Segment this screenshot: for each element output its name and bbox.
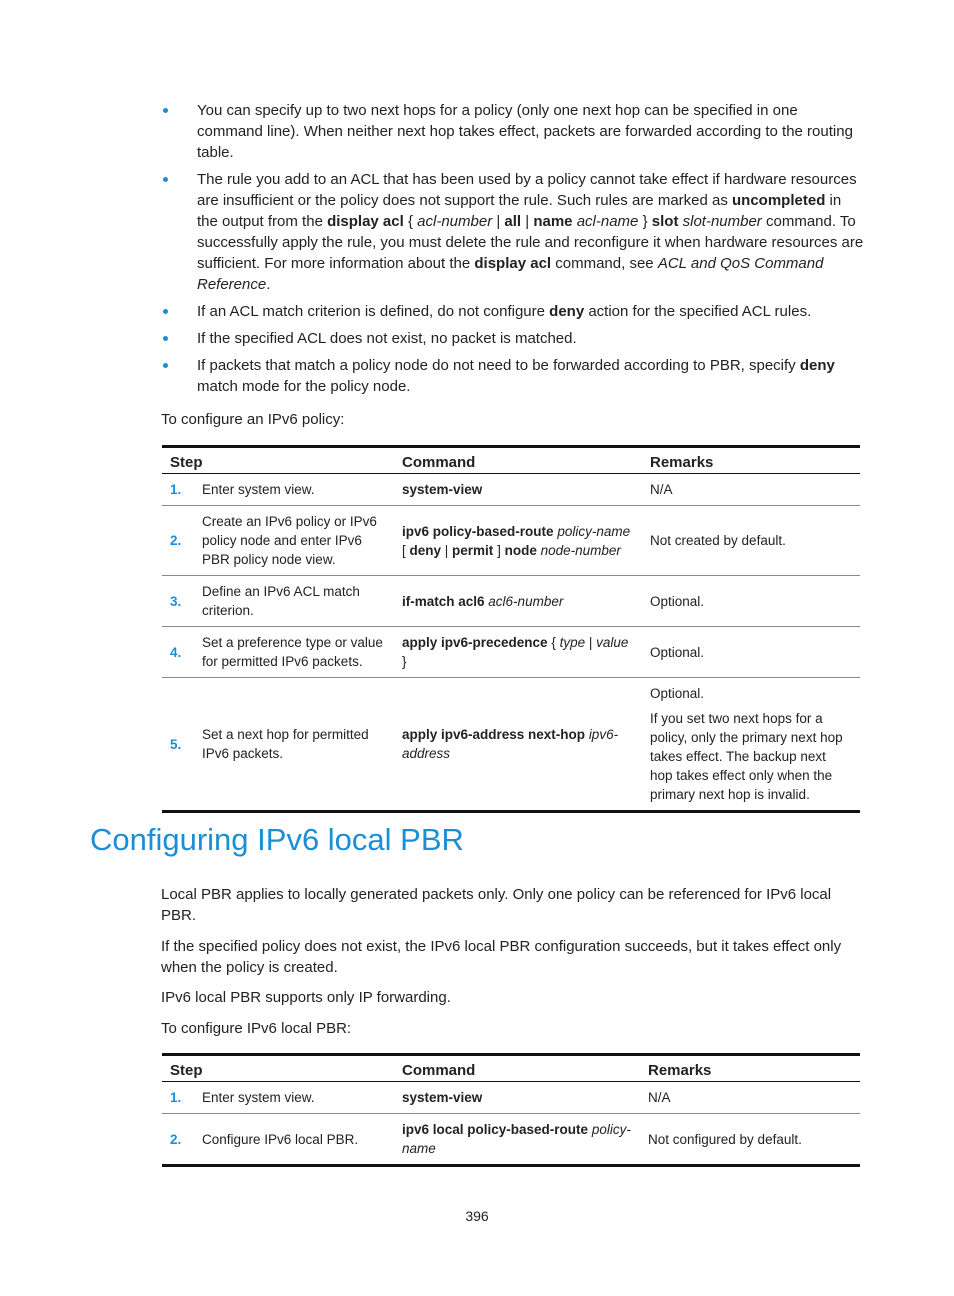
ipv6-policy-table xyxy=(162,445,860,813)
text-run: | xyxy=(521,213,534,230)
remarks-cell xyxy=(642,474,860,506)
page-number: 396 xyxy=(465,1208,489,1224)
remarks-cell xyxy=(642,506,860,576)
bold-text: system-view xyxy=(402,1090,483,1105)
table-row xyxy=(162,506,860,576)
text-run: | xyxy=(585,635,597,650)
bold-text: display acl xyxy=(327,213,404,230)
italic-text: slot-number xyxy=(682,213,762,230)
command-cell xyxy=(394,678,642,812)
table-row xyxy=(162,474,860,506)
step-description: Enter system view. xyxy=(194,1082,394,1114)
step-description: Define an IPv6 ACL match criterion. xyxy=(194,576,394,627)
bold-text: deny xyxy=(799,357,835,374)
italic-text: ACL and QoS Command Reference xyxy=(197,255,824,293)
step-number: 4. xyxy=(162,627,194,678)
step-description: Enter system view. xyxy=(194,474,394,506)
command-cell xyxy=(394,1114,640,1166)
bold-text: ipv6 local policy-based-route xyxy=(402,1122,589,1137)
remark-text: Optional. xyxy=(650,644,705,660)
remarks-cell xyxy=(640,1082,860,1114)
text-run: { xyxy=(403,213,418,230)
table-row xyxy=(162,1082,860,1114)
text-run: If the specified ACL does not exist, no packet is matched. xyxy=(197,330,577,347)
header-command: Command xyxy=(394,1055,640,1082)
step-number: 1. xyxy=(162,1082,194,1114)
bold-text: ipv6 policy-based-route xyxy=(402,523,554,539)
bold-text: display acl xyxy=(474,255,552,272)
header-remarks: Remarks xyxy=(642,447,860,474)
text-run: action for the specified ACL rules. xyxy=(584,303,812,320)
step-description: Set a next hop for permitted IPv6 packets. xyxy=(194,678,394,812)
text-run: ] xyxy=(493,542,505,558)
table-row xyxy=(162,678,860,812)
bold-text: uncompleted xyxy=(732,192,826,209)
italic-text: value xyxy=(596,635,629,650)
bold-text: apply ipv6-precedence xyxy=(402,635,548,650)
italic-text: policy-name xyxy=(557,523,631,539)
table-row xyxy=(162,627,860,678)
remark-text: If you set two next hops for a policy, only the primary next hop takes effect. The backup next hop takes effect only when the primary next hop is invalid. xyxy=(650,711,843,802)
step-description: Configure IPv6 local PBR. xyxy=(194,1114,394,1166)
header-step: Step xyxy=(162,447,394,474)
bold-text: permit xyxy=(452,542,494,558)
step-number: 2. xyxy=(162,1114,194,1166)
command-cell xyxy=(394,506,642,576)
text-run: | xyxy=(441,542,453,558)
bullet-item xyxy=(161,169,866,295)
bullet-item xyxy=(161,328,866,349)
text-run: in the output from the xyxy=(197,192,842,230)
remarks-cell xyxy=(642,627,860,678)
command-cell xyxy=(394,627,642,678)
step-number: 1. xyxy=(162,474,194,506)
remark-text: Not created by default. xyxy=(650,533,786,548)
bold-text: if-match acl6 xyxy=(402,593,485,609)
command-cell xyxy=(394,1082,640,1114)
ipv6-local-pbr-table xyxy=(162,1053,860,1167)
text-run: command, see xyxy=(551,255,658,272)
bullet-list xyxy=(161,100,866,403)
text-run: The rule you add to an ACL that has been used by a policy cannot take effect if hardware resources are insufficient or the policy does not support the rule. Such rules are marked as xyxy=(197,171,857,209)
text-run: } xyxy=(638,213,652,230)
remark-text: N/A xyxy=(648,1090,671,1105)
text-run: [ xyxy=(402,542,410,558)
italic-text: policy-name xyxy=(402,1122,631,1156)
step-number: 2. xyxy=(162,506,194,576)
table-row xyxy=(162,576,860,627)
bold-text: node xyxy=(504,542,537,558)
step-number: 3. xyxy=(162,576,194,627)
intro-text-1: To configure an IPv6 policy: xyxy=(161,411,345,428)
table-row xyxy=(162,1114,860,1166)
remarks-cell xyxy=(642,576,860,627)
bold-text: slot xyxy=(651,213,679,230)
text-run: . xyxy=(266,276,271,293)
bullet-item xyxy=(161,100,866,163)
header-step: Step xyxy=(162,1055,394,1082)
header-command: Command xyxy=(394,447,642,474)
text-run: { xyxy=(547,635,560,650)
remark-text: Not configured by default. xyxy=(648,1131,802,1147)
text-run: | xyxy=(492,213,505,230)
remarks-cell xyxy=(642,678,860,812)
bold-text: deny xyxy=(409,542,442,558)
header-remarks: Remarks xyxy=(640,1055,860,1082)
step-number: 5. xyxy=(162,678,194,812)
body-para-1: Local PBR applies to locally generated packets only. Only one policy can be referenced for IPv6 local PBR. xyxy=(161,886,832,924)
bullet-item xyxy=(161,301,866,322)
italic-text: acl-name xyxy=(576,213,639,230)
body-para-2: If the specified policy does not exist, the IPv6 local PBR configuration succeeds, but it takes effect only when the policy is created. xyxy=(161,938,842,976)
step-description: Create an IPv6 policy or IPv6 policy node and enter IPv6 PBR policy node view. xyxy=(194,506,394,576)
step-description: Set a preference type or value for permitted IPv6 packets. xyxy=(194,627,394,678)
italic-text: ipv6-address xyxy=(402,727,619,761)
bold-text: name xyxy=(533,213,573,230)
text-run: } xyxy=(402,654,407,669)
body-para-4: To configure IPv6 local PBR: xyxy=(161,1020,352,1037)
bullet-item xyxy=(161,355,866,397)
italic-text: acl-number xyxy=(417,213,493,230)
command-cell xyxy=(394,474,642,506)
italic-text: node-number xyxy=(540,542,621,558)
italic-text: acl6-number xyxy=(488,593,564,609)
remarks-cell xyxy=(640,1114,860,1166)
text-run: If an ACL match criterion is defined, do not configure xyxy=(197,303,550,320)
text-run: command. To successfully apply the rule, you must delete the rule and reconfigure it when hardware resources are sufficient. For more information about the xyxy=(197,213,864,272)
remark-text: N/A xyxy=(650,482,673,497)
bold-text: deny xyxy=(549,303,585,320)
remark-text: Optional. xyxy=(650,686,705,701)
bold-text: system-view xyxy=(402,482,483,497)
text-run: If packets that match a policy node do not need to be forwarded according to PBR, specify xyxy=(197,357,800,374)
command-cell xyxy=(394,576,642,627)
remark-text: Optional. xyxy=(650,593,705,609)
text-run: match mode for the policy node. xyxy=(197,378,411,395)
text-run: You can specify up to two next hops for a policy (only one next hop can be specified in one command line). When neither next hop takes effect, packets are forwarded according to the routing table. xyxy=(197,102,853,161)
body-para-3: IPv6 local PBR supports only IP forwarding. xyxy=(161,989,451,1006)
bold-text: all xyxy=(504,213,522,230)
italic-text: type xyxy=(559,635,586,650)
section-heading: Configuring IPv6 local PBR xyxy=(90,822,464,857)
bold-text: apply ipv6-address next-hop xyxy=(402,727,586,742)
